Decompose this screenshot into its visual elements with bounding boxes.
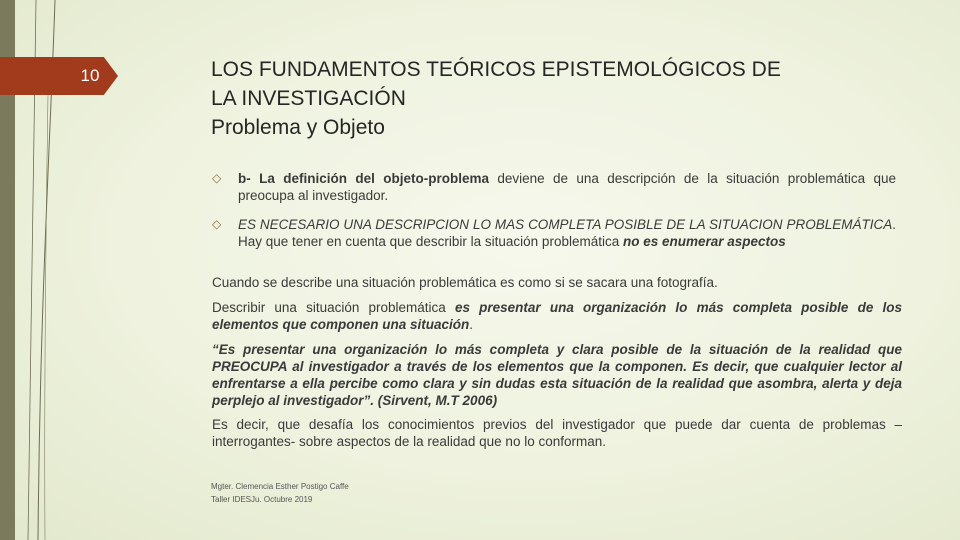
bullet-text <box>238 170 896 204</box>
paragraph-text: Describir una situación problemática <box>212 300 455 315</box>
title-line-2: LA INVESTIGACIÓN <box>211 87 406 110</box>
paragraph-emphasis: es presentar una organización lo más completa posible de los elementos que componen una situación <box>212 300 902 332</box>
diamond-bullet-icon: ◇ <box>212 171 222 185</box>
bullet-bold-italic-text: no es enumerar aspectos <box>622 234 786 249</box>
paragraph-challenge: Es decir, que desafía los conocimientos previos del investigador que puede dar cuenta de problemas – interrogantes- sobre aspectos de la realidad que no lo conforman. <box>212 417 902 449</box>
footer-author: Mgter. Clemencia Esther Postigo Caffe <box>211 482 349 491</box>
title-line-3: Problema y Objeto <box>211 116 385 139</box>
paragraph-quote: “Es presentar una organización lo más completa y clara posible de la situación de la realidad que PREOCUPA al investigador a través de los elementos que la componen. Es decir, que cualquier lector al enfrentarse a ella percibe como clara y sin dudas esta situación de la realidad que asombra, alerta y deja perplejo al investigador”. (Sirvent, M.T 2006) <box>212 342 902 408</box>
footer-credits <box>211 480 349 506</box>
bullet-list <box>212 170 896 262</box>
bullet-plain-text: deviene de una descripción de la situación problemática que preocupa al investigador. <box>238 171 896 203</box>
slide-title <box>211 55 911 142</box>
bullet-item <box>212 170 896 204</box>
footer-event: Taller IDESJu. Octubre 2019 <box>211 495 313 504</box>
bullet-bold-text: b- La definición del objeto-problema <box>238 171 489 186</box>
title-line-1: LOS FUNDAMENTOS TEÓRICOS EPISTEMOLÓGICOS DE <box>211 58 781 81</box>
slide-number: 10 <box>80 66 100 85</box>
paragraph-definition <box>212 299 902 333</box>
bullet-text <box>238 216 896 250</box>
diamond-bullet-icon: ◇ <box>212 217 222 231</box>
bullet-item <box>212 216 896 250</box>
bullet-plain-text: . Hay que tener en cuenta que describir la situación problemática <box>238 217 896 249</box>
bullet-italic-text: ES NECESARIO UNA DESCRIPCION LO MAS COMPLETA POSIBLE DE LA SITUACION PROBLEMÁTICA <box>238 217 893 232</box>
paragraph-end: . <box>469 317 474 332</box>
paragraph-photo: Cuando se describe una situación problemática es como si se sacara una fotografía. <box>212 275 718 290</box>
